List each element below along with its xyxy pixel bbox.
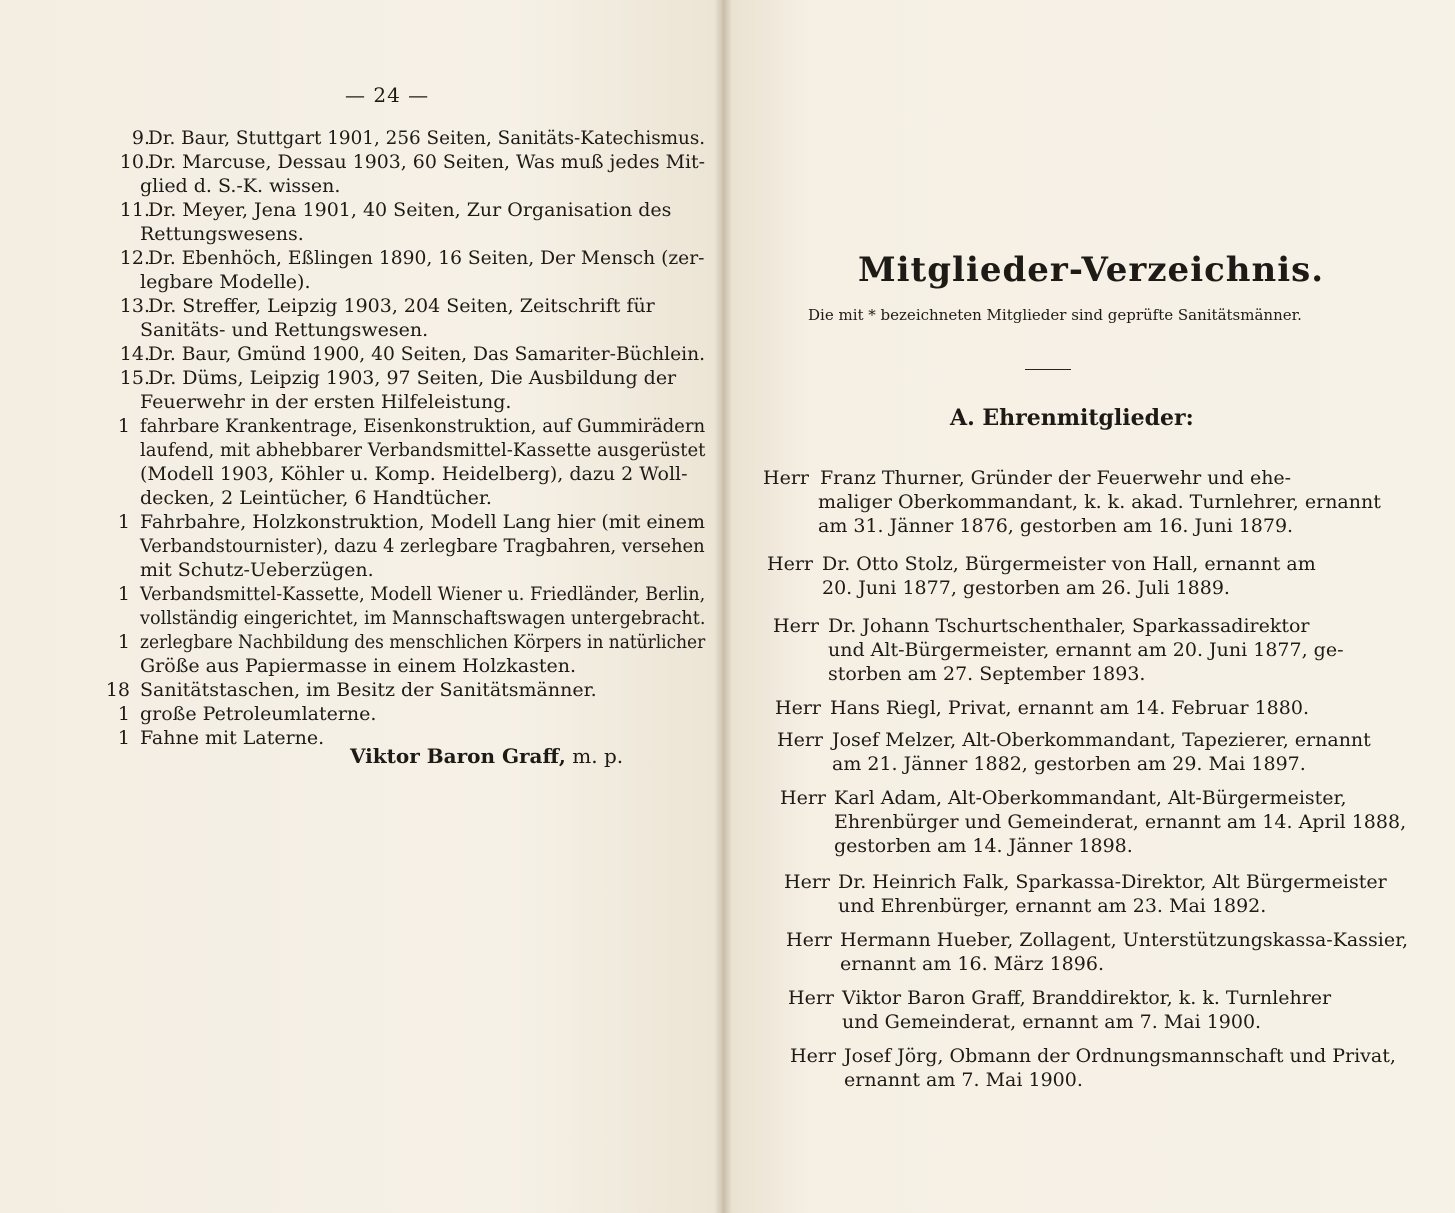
member-line: und Ehrenbürger, ernannt am 23. Mai 1892. [838,895,1267,917]
member-line: und Gemeinderat, ernannt am 7. Mai 1900. [842,1011,1262,1033]
literature-line: legbare Modelle). [140,271,311,293]
member-line: Dr. Johann Tschurtschenthaler, Sparkassadirektor [828,615,1310,637]
inventory-line: fahrbare Krankentrage, Eisenkonstruktion, auf Gummirädern [140,415,706,437]
inventory-line: Fahrbahre, Holzkonstruktion, Modell Lang hier (mit einem [140,511,705,533]
literature-number: 15. [119,367,150,389]
inventory-line: vollständig eingerichtet, im Mannschaftswagen untergebracht. [140,607,706,629]
inventory-quantity: 1 [117,727,130,749]
member-line: ernannt am 16. März 1896. [840,953,1104,975]
literature-line: glied d. S.-K. wissen. [140,175,341,197]
literature-line: Dr. Streffer, Leipzig 1903, 204 Seiten, Zeitschrift für [148,295,655,317]
member-line: am 21. Jänner 1882, gestorben am 29. Mai 1897. [832,753,1306,775]
literature-number: 9. [131,127,150,149]
member-line: Franz Thurner, Gründer der Feuerwehr und ehe- [820,467,1292,489]
page-number: — 24 — [345,83,430,107]
literature-line: Dr. Düms, Leipzig 1903, 97 Seiten, Die Ausbildung der [148,367,677,389]
page-title: Mitglieder-Verzeichnis. [858,250,1325,290]
member-prefix: Herr [790,1045,836,1067]
literature-line: Rettungswesens. [140,223,304,245]
literature-line: Sanitäts- und Rettungswesen. [140,319,429,341]
inventory-line: mit Schutz-Ueberzügen. [140,559,374,581]
inventory-line: Verbandstournister), dazu 4 zerlegbare Tragbahren, versehen [140,535,705,557]
member-line: am 31. Jänner 1876, gestorben am 16. Juni 1879. [818,515,1294,537]
literature-number: 12. [119,247,150,269]
inventory-line: laufend, mit abhebbarer Verbandsmittel-Kassette ausgerüstet [140,439,706,461]
signature-suffix: m. p. [572,744,624,768]
signature [350,744,623,768]
inventory-line: (Modell 1903, Köhler u. Komp. Heidelberg), dazu 2 Woll- [140,463,688,485]
literature-line: Dr. Baur, Stuttgart 1901, 256 Seiten, Sanitäts-Katechismus. [148,127,706,149]
literature-number: 13. [119,295,150,317]
inventory-quantity: 18 [105,679,130,701]
inventory-quantity: 1 [117,703,130,725]
inventory-line: Verbandsmittel-Kassette, Modell Wiener u. Friedländer, Berlin, [140,583,706,605]
member-prefix: Herr [780,787,826,809]
member-line: Hans Riegl, Privat, ernannt am 14. Februar 1880. [830,697,1309,719]
member-prefix: Herr [788,987,834,1009]
member-line: Hermann Hueber, Zollagent, Unterstützungskassa-Kassier, [840,929,1409,951]
member-line: storben am 27. September 1893. [828,663,1146,685]
inventory-line: große Petroleumlaterne. [140,703,377,725]
member-line: Viktor Baron Graff, Branddirektor, k. k. Turnlehrer [842,987,1332,1009]
literature-line: Dr. Meyer, Jena 1901, 40 Seiten, Zur Organisation des [148,199,672,221]
member-line: maliger Oberkommandant, k. k. akad. Turnlehrer, ernannt [818,491,1381,513]
member-line: Ehrenbürger und Gemeinderat, ernannt am 14. April 1888, [834,811,1407,833]
literature-line: Feuerwehr in der ersten Hilfeleistung. [140,391,512,413]
inventory-quantity: 1 [117,511,130,533]
member-line: Dr. Heinrich Falk, Sparkassa-Direktor, Alt Bürgermeister [838,871,1387,893]
inventory-line: Fahne mit Laterne. [140,727,325,749]
member-prefix: Herr [786,929,832,951]
literature-number: 14. [119,343,150,365]
member-prefix: Herr [767,553,813,575]
literature-line: Dr. Baur, Gmünd 1900, 40 Seiten, Das Samariter-Büchlein. [148,343,706,365]
member-line: Karl Adam, Alt-Oberkommandant, Alt-Bürgermeister, [834,787,1347,809]
member-line: Dr. Otto Stolz, Bürgermeister von Hall, ernannt am [822,553,1316,575]
member-line: gestorben am 14. Jänner 1898. [834,835,1133,857]
inventory-quantity: 1 [117,583,130,605]
inventory-quantity: 1 [117,415,130,437]
member-line: 20. Juni 1877, gestorben am 26. Juli 1889. [822,577,1230,599]
book-gutter [714,0,732,1213]
literature-number: 10. [119,151,150,173]
inventory-line: Sanitätstaschen, im Besitz der Sanitätsmänner. [140,679,597,701]
member-prefix: Herr [773,615,819,637]
inventory-quantity: 1 [117,631,130,653]
inventory-line: zerlegbare Nachbildung des menschlichen Körpers in natürlicher [140,631,706,653]
member-line: Josef Melzer, Alt-Oberkommandant, Tapezierer, ernannt [832,729,1371,751]
divider [1025,369,1071,370]
member-prefix: Herr [763,467,809,489]
inventory-line: decken, 2 Leintücher, 6 Handtücher. [140,487,492,509]
signature-name: Viktor Baron Graff, [350,744,566,768]
section-heading: A. Ehrenmitglieder: [950,405,1194,431]
literature-line: Dr. Ebenhöch, Eßlingen 1890, 16 Seiten, Der Mensch (zer- [148,247,705,269]
literature-line: Dr. Marcuse, Dessau 1903, 60 Seiten, Was muß jedes Mit- [148,151,705,173]
inventory-line: Größe aus Papiermasse in einem Holzkasten. [140,655,577,677]
member-line: ernannt am 7. Mai 1900. [844,1069,1083,1091]
page-subtitle: Die mit * bezeichneten Mitglieder sind geprüfte Sanitätsmänner. [808,306,1302,324]
member-line: Josef Jörg, Obmann der Ordnungsmannschaft und Privat, [844,1045,1396,1067]
member-prefix: Herr [775,697,821,719]
member-prefix: Herr [784,871,830,893]
member-prefix: Herr [777,729,823,751]
member-line: und Alt-Bürgermeister, ernannt am 20. Juni 1877, ge- [828,639,1344,661]
literature-number: 11. [119,199,150,221]
